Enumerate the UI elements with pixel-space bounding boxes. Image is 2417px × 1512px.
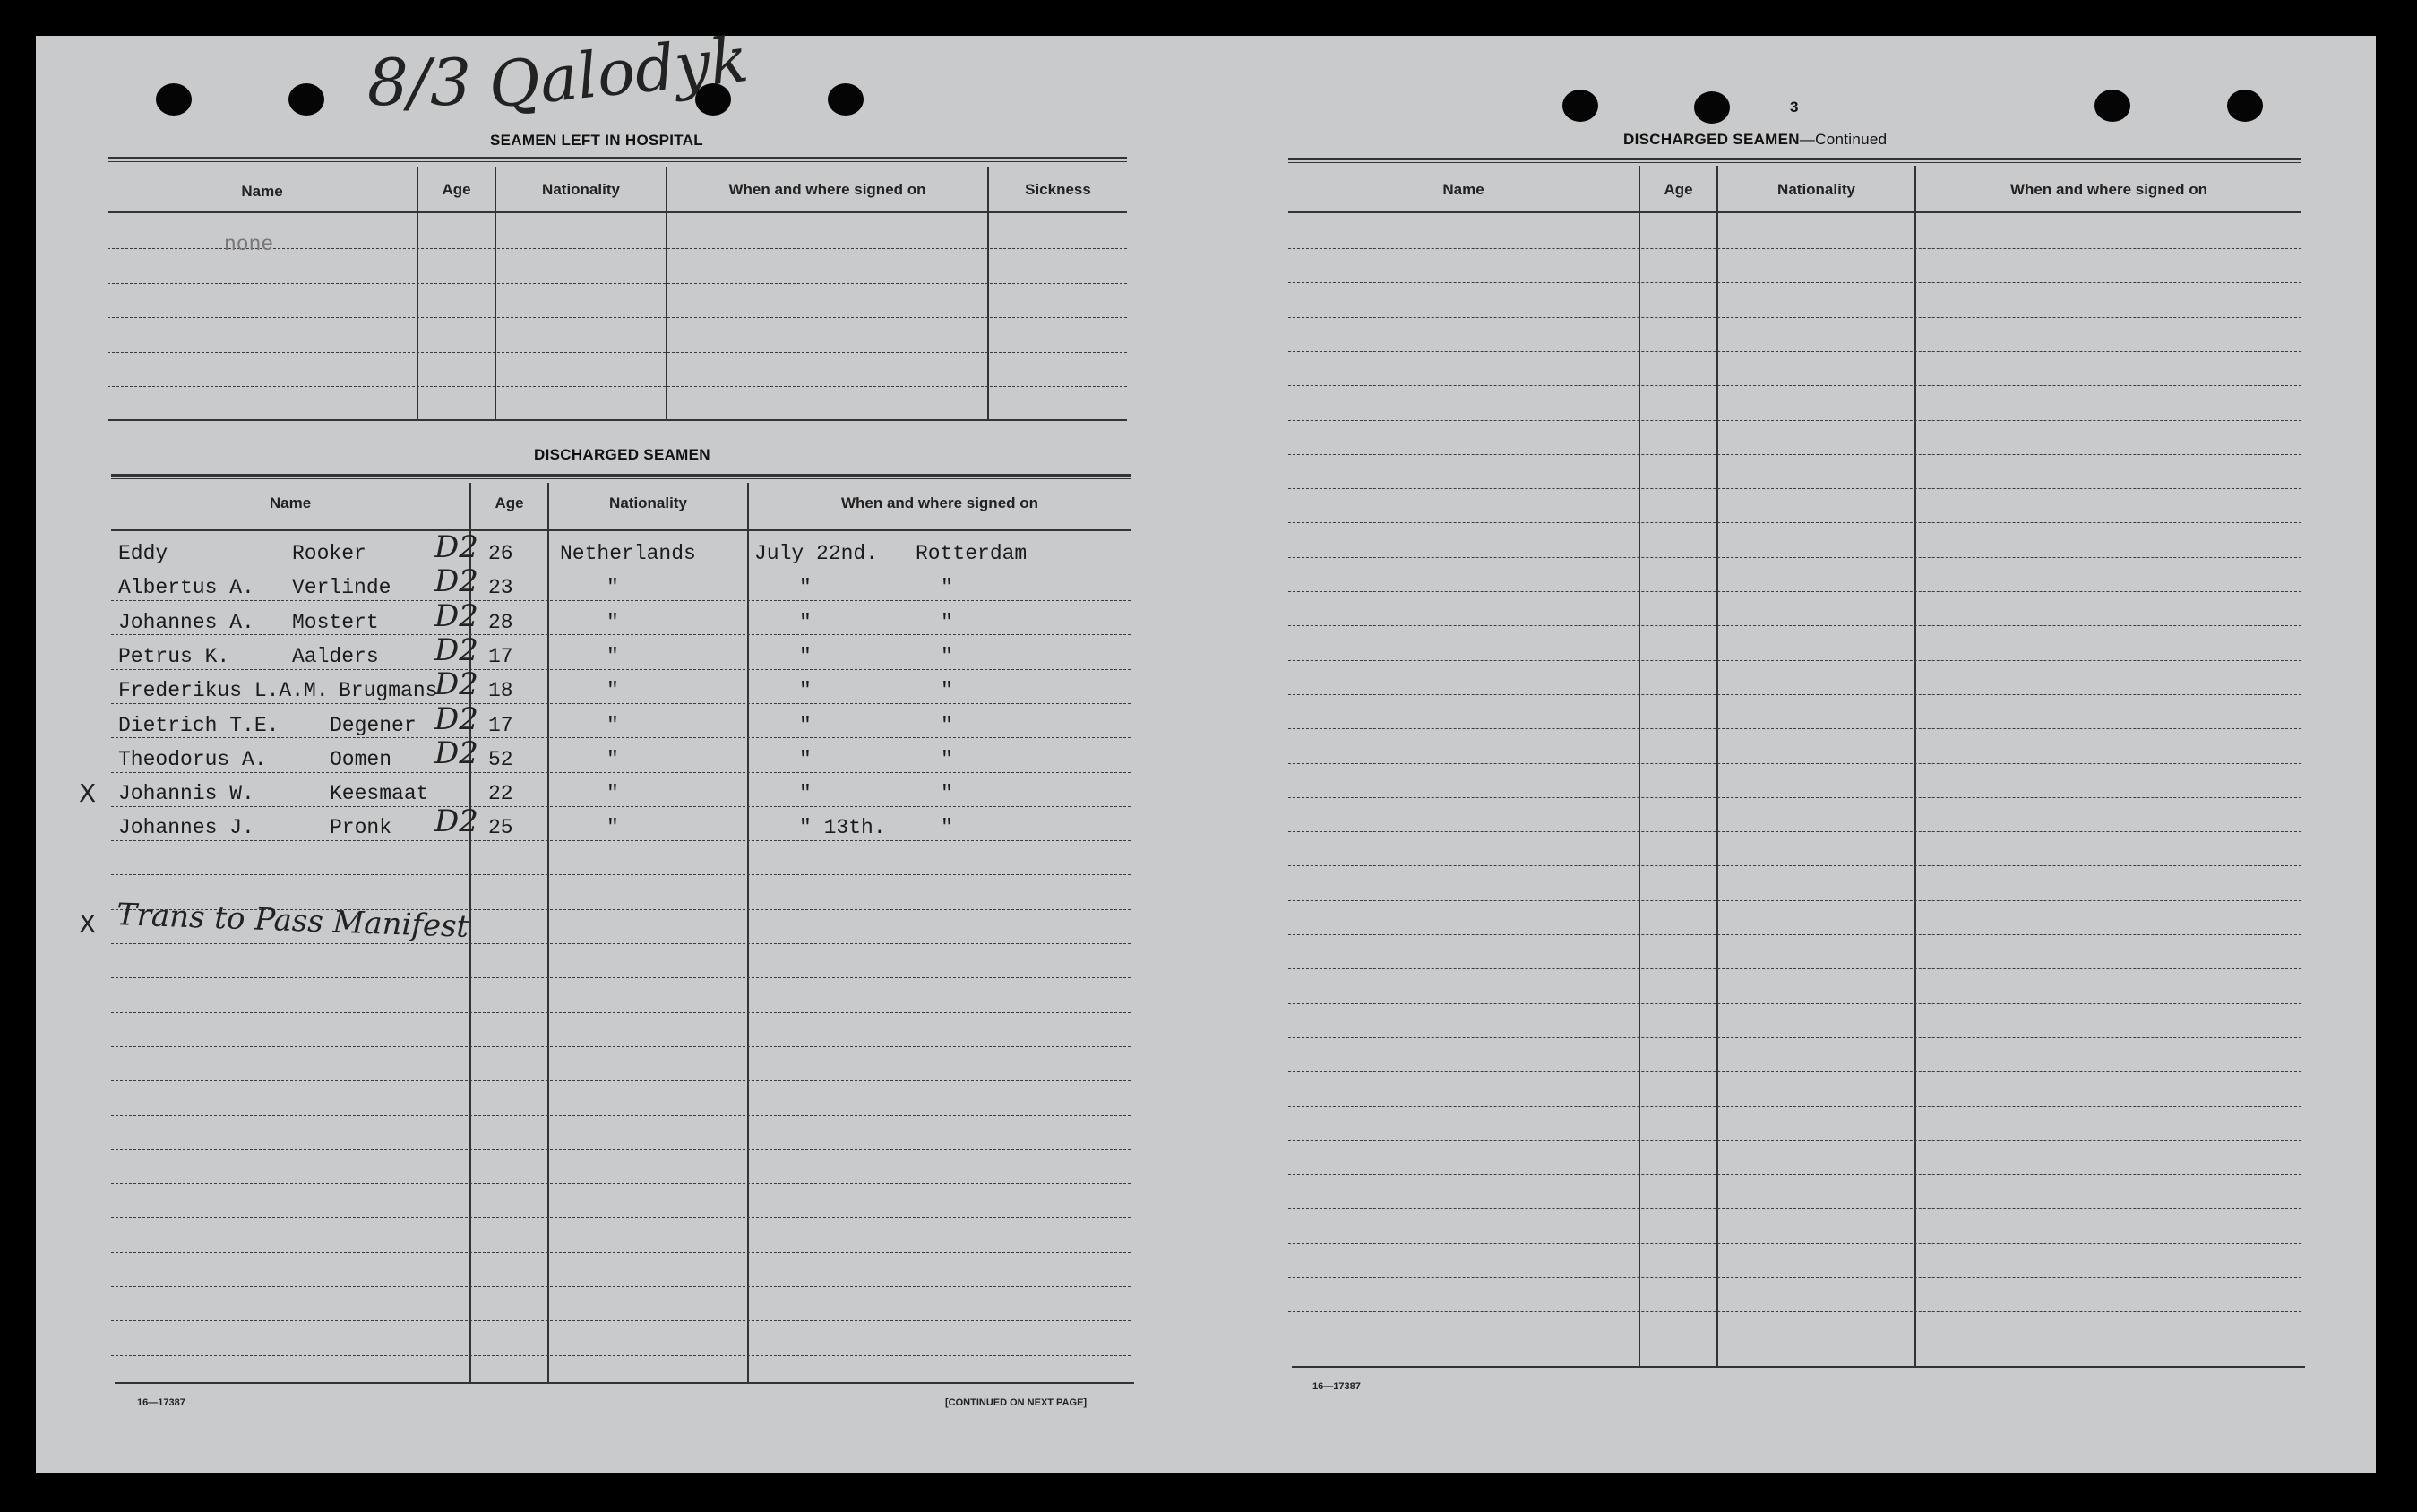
row-line: [1288, 1174, 2301, 1175]
form-number-right: 16—17387: [1312, 1381, 1361, 1392]
row-line: [111, 1115, 1131, 1116]
row-line: [111, 1320, 1131, 1321]
signed-on-when: ": [799, 576, 812, 600]
signed-on-when: ": [799, 782, 812, 806]
row-line: [1288, 1208, 2301, 1209]
seaman-age: 17: [488, 644, 513, 668]
column-divider: [495, 167, 496, 419]
row-line: [1288, 557, 2301, 558]
seaman-last-name: Pronk: [330, 816, 392, 840]
discharged-continued-title-suffix: —Continued: [1799, 131, 1888, 148]
signed-on-where: ": [941, 782, 953, 806]
seaman-last-name: Degener: [330, 713, 417, 737]
row-line: [111, 703, 1131, 704]
row-line: [1288, 1140, 2301, 1141]
row-line: [108, 283, 1127, 284]
seaman-last-name: Rooker: [292, 542, 366, 565]
seaman-age: 52: [488, 747, 513, 771]
seaman-first-name: Dietrich T.E.: [118, 713, 280, 737]
row-line: [1288, 1003, 2301, 1004]
seaman-first-name: Johannes J.: [118, 816, 254, 840]
punch-hole: [288, 83, 324, 116]
seaman-nationality: ": [606, 816, 619, 840]
row-line: [111, 1355, 1131, 1356]
seaman-first-name: Johannes A.: [118, 610, 254, 634]
seaman-age: 28: [488, 610, 513, 634]
punch-hole: [828, 83, 864, 116]
seaman-age: 26: [488, 542, 513, 565]
rule: [1288, 211, 2301, 213]
signed-on-when: ": [799, 610, 812, 634]
signed-on-when: ": [799, 747, 812, 771]
discharge-mark: D2: [434, 700, 478, 737]
seaman-nationality: ": [606, 576, 619, 600]
discharge-mark: D2: [434, 666, 478, 703]
row-line: [1288, 522, 2301, 523]
discharged-continued-title-main: DISCHARGED SEAMEN: [1623, 131, 1800, 148]
continued-note: [CONTINUED ON NEXT PAGE]: [945, 1397, 1088, 1408]
seaman-last-name: Keesmaat: [330, 782, 429, 806]
punch-hole: [2094, 90, 2130, 122]
row-line: [1288, 625, 2301, 626]
row-line: [111, 806, 1131, 807]
row-line: [111, 1183, 1131, 1184]
row-line: [1288, 728, 2301, 729]
seaman-first-name: Theodorus A.: [118, 747, 267, 771]
seaman-first-name: Eddy: [118, 542, 168, 565]
rule: [1288, 162, 2301, 163]
form-number-left: 16—17387: [137, 1397, 185, 1408]
handwritten-date: 8/3: [367, 45, 471, 120]
rule: [108, 161, 1127, 162]
row-line: [1288, 420, 2301, 421]
row-line: [1288, 865, 2301, 866]
signed-on-when: July 22nd.: [754, 542, 879, 565]
row-line: [1288, 591, 2301, 592]
discharged-continued-title: [1623, 131, 1887, 149]
seaman-nationality: ": [606, 747, 619, 771]
row-line: [1288, 1037, 2301, 1038]
rule: [115, 1382, 1134, 1384]
seaman-last-name: Brugmans: [339, 679, 438, 703]
row-line: [1288, 1277, 2301, 1278]
signed-on-when: ": [799, 713, 812, 737]
page-number: 3: [1790, 99, 1799, 116]
row-line: [111, 737, 1131, 738]
column-divider: [987, 167, 989, 419]
row-line: [111, 874, 1131, 875]
punch-hole: [2227, 90, 2263, 122]
row-line: [111, 772, 1131, 773]
handwritten-note: Trans to Pass Manifest: [116, 897, 469, 945]
row-line: [111, 634, 1131, 635]
document-sheet: [36, 22, 2376, 1473]
hospital-col-sickness: Sickness: [1025, 181, 1091, 198]
seaman-last-name: Oomen: [330, 747, 392, 771]
discharged-col-age: Age: [495, 494, 524, 511]
hospital-col-when-where: When and where signed on: [728, 181, 926, 198]
seaman-nationality: ": [606, 713, 619, 737]
row-line: [111, 600, 1131, 601]
row-line: [111, 1149, 1131, 1150]
seaman-nationality: ": [606, 644, 619, 668]
hospital-entry: none: [224, 233, 274, 256]
row-line: [1288, 1243, 2301, 1244]
discharged-col-name: Name: [269, 494, 312, 511]
signed-on-when: ": [799, 644, 812, 668]
punch-hole: [1694, 91, 1730, 124]
signed-on-where: ": [941, 747, 953, 771]
row-line: [108, 352, 1127, 353]
column-divider: [1716, 166, 1718, 1368]
punch-hole: [1562, 90, 1598, 122]
seaman-age: 22: [488, 782, 513, 806]
rule: [1292, 1366, 2305, 1368]
hospital-col-age: Age: [442, 181, 471, 198]
row-line: [111, 1217, 1131, 1218]
seaman-first-name: Johannis W.: [118, 782, 254, 806]
signed-on-when: " 13th.: [799, 816, 886, 840]
discharged-title: DISCHARGED SEAMEN: [534, 446, 710, 463]
column-divider: [747, 483, 749, 1384]
signed-on-where: ": [941, 610, 953, 634]
column-divider: [1639, 166, 1640, 1368]
seaman-nationality: ": [606, 610, 619, 634]
discharged-col-nationality: Nationality: [609, 494, 687, 511]
rule: [111, 478, 1131, 479]
row-line: [1288, 934, 2301, 935]
discharge-mark: D2: [434, 529, 478, 565]
row-line: [1288, 1106, 2301, 1107]
continued-col-name: Name: [1442, 181, 1484, 198]
row-line: [1288, 454, 2301, 455]
seaman-first-name: Frederikus L.A.M.: [118, 679, 329, 703]
rule: [108, 419, 1127, 421]
seaman-nationality: Netherlands: [560, 542, 696, 565]
discharge-mark: D2: [434, 735, 478, 771]
discharge-mark: D2: [434, 597, 478, 634]
discharge-mark: D2: [434, 563, 478, 600]
note-x-mark: X: [79, 909, 97, 939]
row-line: [1288, 351, 2301, 352]
seaman-age: 23: [488, 576, 513, 600]
row-line: [1288, 385, 2301, 386]
seaman-age: 17: [488, 713, 513, 737]
punch-hole: [156, 83, 192, 116]
row-line: [1288, 660, 2301, 661]
seaman-nationality: ": [606, 782, 619, 806]
row-line: [108, 386, 1127, 387]
column-divider: [666, 167, 667, 419]
rule: [108, 211, 1127, 213]
row-line: [111, 1252, 1131, 1253]
signed-on-where: ": [941, 713, 953, 737]
seaman-age: 18: [488, 679, 513, 703]
signed-on-where: ": [941, 644, 953, 668]
signed-on-where: ": [941, 679, 953, 703]
seaman-first-name: Albertus A.: [118, 576, 254, 600]
signed-on-when: ": [799, 679, 812, 703]
seaman-last-name: Verlinde: [292, 576, 391, 600]
row-line: [111, 943, 1131, 944]
row-line: [1288, 694, 2301, 695]
row-line: [1288, 317, 2301, 318]
signed-on-where: Rotterdam: [916, 542, 1028, 565]
row-line: [1288, 488, 2301, 489]
rule: [1288, 158, 2301, 160]
signed-on-where: ": [941, 816, 953, 840]
rule: [108, 157, 1127, 159]
row-line: [111, 1286, 1131, 1287]
row-line: [1288, 248, 2301, 249]
row-line: [1288, 1311, 2301, 1312]
hospital-title: SEAMEN LEFT IN HOSPITAL: [490, 132, 703, 149]
row-line: [111, 1012, 1131, 1013]
row-line: [111, 669, 1131, 670]
discharge-mark: D2: [434, 631, 478, 668]
row-line: [111, 1046, 1131, 1047]
column-divider: [547, 483, 549, 1384]
seaman-last-name: Mostert: [292, 610, 379, 634]
row-line: [1288, 1071, 2301, 1072]
column-divider: [417, 167, 418, 419]
row-line: [1288, 968, 2301, 969]
hospital-col-nationality: Nationality: [542, 181, 620, 198]
x-mark: X: [79, 778, 97, 809]
seaman-age: 25: [488, 816, 513, 840]
column-divider: [1914, 166, 1916, 1368]
rule: [111, 529, 1131, 531]
continued-col-nationality: Nationality: [1777, 181, 1855, 198]
handwritten-signature: Qalodyk: [485, 22, 752, 123]
row-line: [1288, 900, 2301, 901]
hospital-col-name: Name: [241, 183, 283, 200]
row-line: [111, 1080, 1131, 1081]
row-line: [1288, 797, 2301, 798]
row-line: [1288, 831, 2301, 832]
seaman-nationality: ": [606, 679, 619, 703]
rule: [111, 474, 1131, 477]
row-line: [108, 317, 1127, 318]
continued-col-when-where: When and where signed on: [2009, 181, 2208, 198]
row-line: [1288, 282, 2301, 283]
continued-col-age: Age: [1664, 181, 1693, 198]
row-line: [111, 977, 1131, 978]
seaman-first-name: Petrus K.: [118, 644, 230, 668]
signed-on-where: ": [941, 576, 953, 600]
discharged-col-when-where: When and where signed on: [840, 494, 1039, 511]
seaman-last-name: Aalders: [292, 644, 379, 668]
discharge-mark: D2: [434, 803, 478, 840]
row-line: [1288, 763, 2301, 764]
row-line: [111, 840, 1131, 841]
